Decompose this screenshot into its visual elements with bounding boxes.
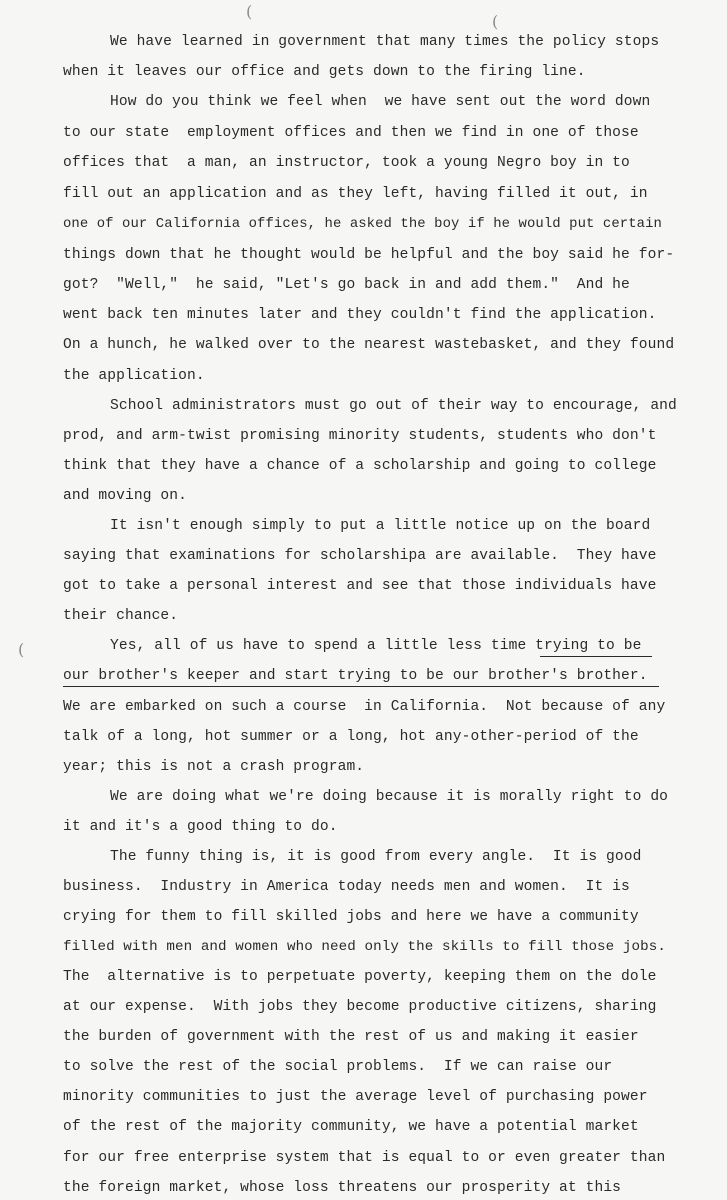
text-line: Yes, all of us have to spend a little less time trying to be [110,638,642,654]
text-line: fill out an application and as they left, having filled it out, in [63,186,648,202]
text-line: got? "Well," he said, "Let's go back in and add them." And he [63,277,630,293]
text-line: We are doing what we're doing because it is morally right to do [110,789,669,805]
text-line: the application. [63,368,205,384]
text-line: The alternative is to perpetuate poverty, keeping them on the dole [63,969,657,985]
text-line: prod, and arm-twist promising minority students, students who don't [63,428,657,444]
text-line: when it leaves our office and gets down to the firing line. [63,64,586,80]
text-line: our brother's keeper and start trying to be our brother's brother. [63,668,648,684]
text-line: We have learned in government that many times the policy stops [110,34,660,50]
text-line: think that they have a chance of a scholarship and going to college [63,458,657,474]
text-line: and moving on. [63,488,188,504]
text-line: to our state employment offices and then we find in one of those [63,125,639,141]
text-line: of the rest of the majority community, we have a potential market [63,1119,639,1135]
text-line: saying that examinations for scholarshipa are available. They have [63,548,657,564]
text-line: got to take a personal interest and see that those individuals have [63,578,657,594]
text-line: things down that he thought would be helpful and the boy said he for- [63,247,675,263]
text-line: at our expense. With jobs they become productive citizens, sharing [63,999,657,1015]
text-line: the burden of government with the rest of us and making it easier [63,1029,639,1045]
handwritten-underline [63,686,659,687]
text-line: year; this is not a crash program. [63,759,365,775]
text-line: crying for them to fill skilled jobs and here we have a community [63,909,639,925]
text-line: How do you think we feel when we have sent out the word down [110,94,651,110]
text-line: We are embarked on such a course in California. Not because of any [63,699,666,715]
text-line: offices that a man, an instructor, took a young Negro boy in to [63,155,630,171]
text-line: the foreign market, whose loss threatens our prosperity at this [63,1180,622,1196]
text-line: business. Industry in America today needs men and women. It is [63,879,630,895]
text-line: talk of a long, hot summer or a long, hot any-other-period of the [63,729,639,745]
handwritten-underline [540,656,652,657]
text-line: minority communities to just the average level of purchasing power [63,1089,648,1105]
text-line: On a hunch, he walked over to the nearest wastebasket, and they found [63,337,675,353]
margin-mark: ( [18,640,25,659]
text-line: The funny thing is, it is good from every angle. It is good [110,849,642,865]
text-line: to solve the rest of the social problems. If we can raise our [63,1059,613,1075]
text-line: it and it's a good thing to do. [63,819,338,835]
text-line: one of our California offices, he asked the boy if he would put certain [63,216,662,232]
text-line: It isn't enough simply to put a little notice up on the board [110,518,651,534]
punch-hole-mark: ( [492,12,499,31]
punch-hole-mark: ( [246,2,253,21]
text-line: filled with men and women who need only the skills to fill those jobs. [63,939,666,955]
text-line: went back ten minutes later and they couldn't find the application. [63,307,657,323]
text-line: for our free enterprise system that is equal to or even greater than [63,1150,666,1166]
text-line: School administrators must go out of their way to encourage, and [110,398,677,414]
text-line: their chance. [63,608,179,624]
